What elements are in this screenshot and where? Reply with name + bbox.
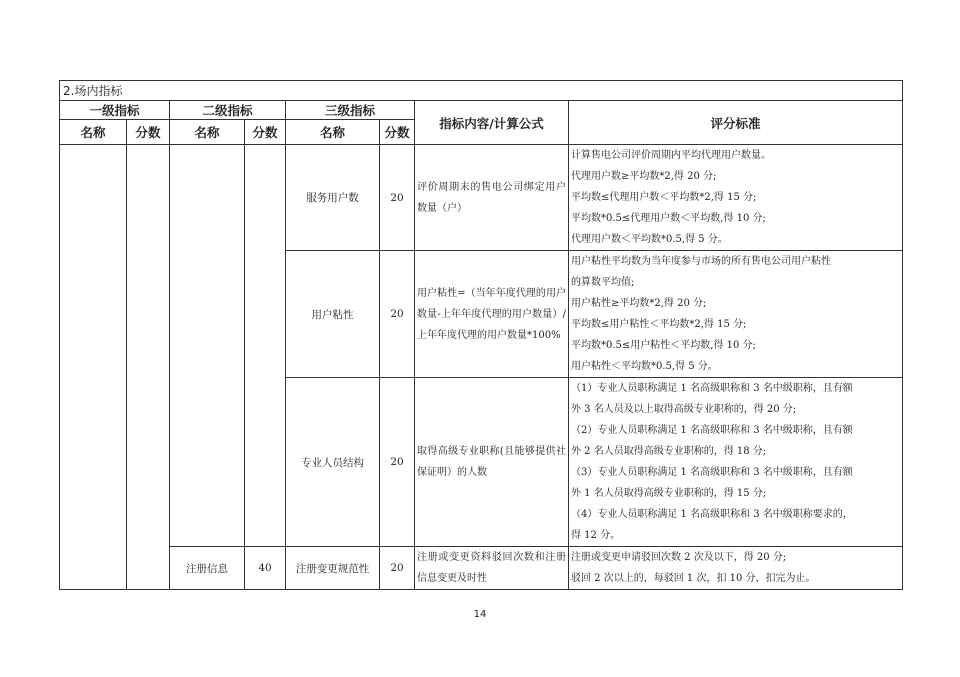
criteria-line: 平均数*0.5≤代理用户数＜平均数,得 10 分;: [571, 213, 766, 224]
table-row: [60, 547, 903, 590]
header-criteria: 评分标准: [569, 101, 903, 145]
header-l3-name: 名称: [286, 120, 380, 145]
criteria-line: 平均数≤代理用户数＜平均数*2,得 15 分;: [571, 192, 757, 203]
criteria-line: 代理用户数＜平均数*0.5,得 5 分。: [571, 234, 728, 245]
header-formula: 指标内容/计算公式: [415, 101, 569, 145]
l3-score: 20: [380, 547, 415, 590]
criteria-line: 驳回 2 次以上的，每驳回 1 次，扣 10 分，扣完为止。: [571, 573, 816, 584]
l2-score: 40: [245, 547, 286, 590]
l3-name: 用户粘性: [286, 251, 380, 378]
criteria-cell: [569, 547, 903, 590]
l2-name: 注册信息: [170, 547, 245, 590]
formula-cell: 评价周期末的售电公司绑定用户数量（户）: [415, 145, 569, 251]
l3-score: 20: [380, 145, 415, 251]
criteria-line: 平均数*0.5≤用户粘性＜平均数,得 10 分;: [571, 340, 756, 351]
criteria-line: 平均数≤用户粘性＜平均数*2,得 15 分;: [571, 319, 747, 330]
l2-score-cell: [245, 145, 286, 547]
criteria-line: （1）专业人员职称满足 1 名高级职称和 3 名中级职称，且有额: [571, 383, 853, 394]
header-l2-score: 分数: [245, 120, 286, 145]
formula-cell: 注册或变更资料驳回次数和注册信息变更及时性: [415, 547, 569, 590]
criteria-line: 的算数平均值;: [571, 277, 635, 288]
criteria-line: 计算售电公司评价周期内平均代理用户数量。: [571, 150, 771, 161]
criteria-line: 注册或变更申请驳回次数 2 次及以下，得 20 分;: [571, 552, 787, 563]
criteria-line: 用户粘性≥平均数*2,得 20 分;: [571, 298, 707, 309]
criteria-line: 用户粘性平均数为当年度参与市场的所有售电公司用户粘性: [571, 256, 831, 267]
l3-name: 专业人员结构: [286, 378, 380, 547]
header-l1-name: 名称: [60, 120, 127, 145]
header-l1-score: 分数: [127, 120, 170, 145]
criteria-cell: [569, 251, 903, 378]
header-l3-score: 分数: [380, 120, 415, 145]
header-level2: 二级指标: [170, 101, 286, 120]
criteria-line: （3）专业人员职称满足 1 名高级职称和 3 名中级职称，且有额: [571, 467, 853, 478]
criteria-cell: [569, 145, 903, 251]
l3-score: 20: [380, 251, 415, 378]
criteria-line: 得 12 分。: [571, 530, 621, 541]
header-level1: 一级指标: [60, 101, 170, 120]
criteria-line: 外 3 名人员及以上取得高级专业职称的，得 20 分;: [571, 404, 797, 415]
header-level3: 三级指标: [286, 101, 415, 120]
l3-name: 注册变更规范性: [286, 547, 380, 590]
l3-score: 20: [380, 378, 415, 547]
l3-name: 服务用户数: [286, 145, 380, 251]
criteria-line: 外 1 名人员取得高级专业职称的，得 15 分;: [571, 488, 767, 499]
l2-name-cell: [170, 145, 245, 547]
criteria-line: （2）专业人员职称满足 1 名高级职称和 3 名中级职称，且有额: [571, 425, 853, 436]
criteria-line: 用户粘性＜平均数*0.5,得 5 分。: [571, 361, 718, 372]
criteria-line: （4）专业人员职称满足 1 名高级职称和 3 名中级职称要求的，: [571, 509, 853, 520]
section-title: 2.场内指标: [60, 81, 903, 101]
formula-cell: 用户粘性=（当年年度代理的用户数量-上年年度代理的用户数量）/上年年度代理的用户数量*100%: [415, 251, 569, 378]
criteria-cell: [569, 378, 903, 547]
l1-name-cell: [60, 145, 127, 590]
l1-score-cell: [127, 145, 170, 590]
header-l2-name: 名称: [170, 120, 245, 145]
formula-cell: 取得高级专业职称(且能够提供社保证明）的人数: [415, 378, 569, 547]
table-row: [60, 145, 903, 251]
criteria-line: 代理用户数≥平均数*2,得 20 分;: [571, 171, 717, 182]
indicator-table: [59, 80, 903, 590]
criteria-line: 外 2 名人员取得高级专业职称的，得 18 分;: [571, 446, 767, 457]
page-number: 14: [473, 609, 487, 620]
